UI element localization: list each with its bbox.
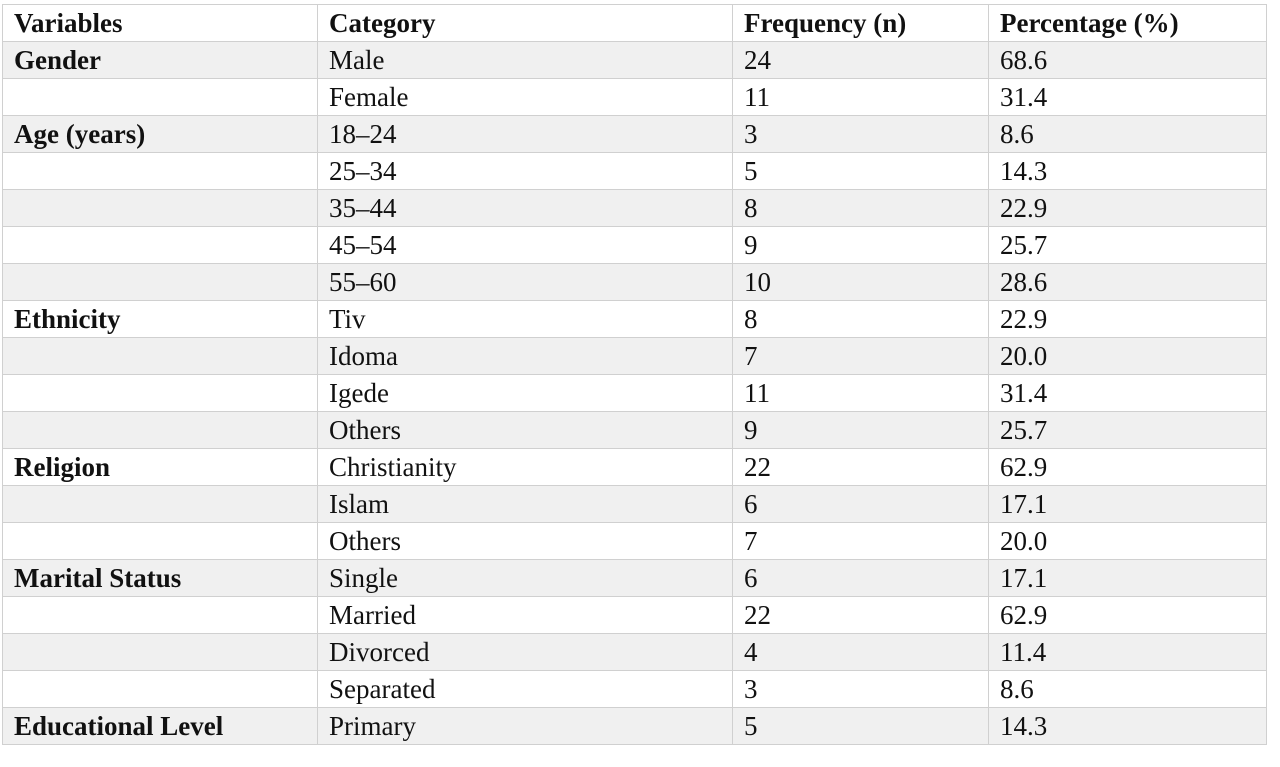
percentage-cell: 22.9 [989,301,1267,338]
frequency-cell: 5 [733,153,989,190]
variable-cell: Marital Status [3,560,318,597]
table-row [3,153,1267,190]
table-row [3,560,1267,597]
frequency-cell: 3 [733,116,989,153]
frequency-cell: 4 [733,634,989,671]
category-cell: Primary [318,708,733,745]
percentage-cell: 62.9 [989,597,1267,634]
category-cell: Married [318,597,733,634]
frequency-cell: 10 [733,264,989,301]
percentage-cell: 8.6 [989,116,1267,153]
table-row [3,375,1267,412]
frequency-cell: 11 [733,79,989,116]
table-row [3,301,1267,338]
frequency-cell: 22 [733,449,989,486]
category-cell: Divorced [318,634,733,671]
variable-cell [3,597,318,634]
percentage-cell: 14.3 [989,708,1267,745]
percentage-cell: 31.4 [989,79,1267,116]
percentage-cell: 28.6 [989,264,1267,301]
category-cell: Separated [318,671,733,708]
frequency-cell: 6 [733,486,989,523]
frequency-cell: 7 [733,523,989,560]
table-row [3,338,1267,375]
category-cell: Tiv [318,301,733,338]
table-row [3,486,1267,523]
table-row [3,116,1267,153]
table-row [3,79,1267,116]
variable-cell [3,338,318,375]
header-row [3,5,1267,42]
category-cell: 35–44 [318,190,733,227]
table-row [3,190,1267,227]
frequency-cell: 7 [733,338,989,375]
frequency-cell: 8 [733,190,989,227]
frequency-cell: 22 [733,597,989,634]
header-frequency: Frequency (n) [733,5,989,42]
table-row [3,597,1267,634]
frequency-cell: 24 [733,42,989,79]
variable-cell [3,227,318,264]
table-body [3,42,1267,745]
category-cell: 45–54 [318,227,733,264]
percentage-cell: 68.6 [989,42,1267,79]
header-percentage: Percentage (%) [989,5,1267,42]
table-row [3,634,1267,671]
table-row [3,264,1267,301]
frequency-cell: 3 [733,671,989,708]
frequency-cell: 9 [733,412,989,449]
variable-cell: Age (years) [3,116,318,153]
percentage-cell: 17.1 [989,560,1267,597]
percentage-cell: 25.7 [989,227,1267,264]
percentage-cell: 22.9 [989,190,1267,227]
percentage-cell: 31.4 [989,375,1267,412]
category-cell: Christianity [318,449,733,486]
variable-cell [3,375,318,412]
category-cell: 55–60 [318,264,733,301]
frequency-cell: 6 [733,560,989,597]
category-cell: Female [318,79,733,116]
category-cell: 25–34 [318,153,733,190]
variable-cell [3,412,318,449]
category-cell: Islam [318,486,733,523]
variable-cell [3,264,318,301]
category-cell: Others [318,523,733,560]
frequency-cell: 8 [733,301,989,338]
table-row [3,412,1267,449]
variable-cell [3,153,318,190]
table-row [3,449,1267,486]
variable-cell [3,634,318,671]
variable-cell: Educational Level [3,708,318,745]
category-cell: Male [318,42,733,79]
header-variables: Variables [3,5,318,42]
table-row [3,523,1267,560]
frequency-cell: 5 [733,708,989,745]
table-row [3,671,1267,708]
percentage-cell: 20.0 [989,338,1267,375]
table-row [3,708,1267,745]
variable-cell [3,523,318,560]
variable-cell [3,79,318,116]
frequency-cell: 11 [733,375,989,412]
header-category: Category [318,5,733,42]
variable-cell [3,190,318,227]
percentage-cell: 17.1 [989,486,1267,523]
category-cell: Igede [318,375,733,412]
frequency-cell: 9 [733,227,989,264]
percentage-cell: 25.7 [989,412,1267,449]
percentage-cell: 8.6 [989,671,1267,708]
category-cell: 18–24 [318,116,733,153]
category-cell: Idoma [318,338,733,375]
variable-cell [3,671,318,708]
table-row [3,227,1267,264]
percentage-cell: 20.0 [989,523,1267,560]
variable-cell: Gender [3,42,318,79]
table-row [3,42,1267,79]
category-cell: Others [318,412,733,449]
category-cell: Single [318,560,733,597]
percentage-cell: 62.9 [989,449,1267,486]
variable-cell: Ethnicity [3,301,318,338]
percentage-cell: 14.3 [989,153,1267,190]
percentage-cell: 11.4 [989,634,1267,671]
variable-cell [3,486,318,523]
variable-cell: Religion [3,449,318,486]
demographics-table [2,4,1267,745]
